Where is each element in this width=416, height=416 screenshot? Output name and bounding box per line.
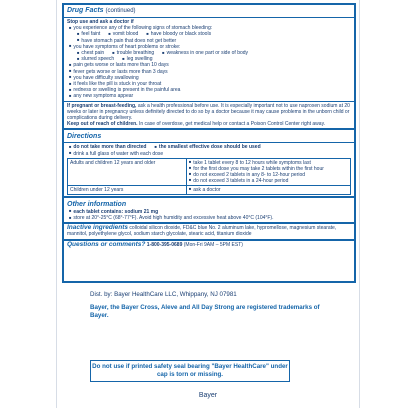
age-group-adults: Adults and children 12 years and older [68, 158, 187, 185]
brand-name: Bayer [198, 392, 218, 399]
distributor-line: Dist. by: Bayer HealthCare LLC, Whippany, NJ 07981 [90, 291, 237, 298]
trademark-notice: Bayer, the Bayer Cross, Aleve and All Day Strong are registered trademarks of Bayer. [90, 304, 320, 319]
table-row [68, 185, 351, 194]
children-dosage [186, 185, 350, 194]
heart-sign: ■ chest pain [77, 50, 104, 56]
drug-facts-continued: (continued) [105, 8, 136, 14]
pregnancy-heading: If pregnant or breast-feeding, [67, 102, 137, 109]
adult-dosage [186, 158, 350, 185]
stop-use-section [64, 19, 354, 100]
other-info-item: ■ store at 20°-25°C (68°-77°F). Avoid high humidity and excessive heat above 40°C (104°F). [67, 215, 351, 221]
pregnancy-warning [64, 103, 354, 122]
inactive-ingredients [64, 225, 354, 237]
stop-item: ■ redness or swelling is present in the painful area [67, 87, 351, 93]
divider [64, 101, 354, 102]
inactive-text: colloidal silicon dioxide, FD&C blue No. 2 aluminum lake, hypromellose, magnesium stearate, mannitol, polyethylene glycol, sodium starch glycolate, stearic acid, titanium dioxide [67, 225, 337, 238]
heart-sign: ■ trouble breathing [112, 50, 154, 56]
directions-section [64, 144, 354, 156]
stop-item: ■ it feels like the pill is stuck in your throat [67, 81, 351, 87]
stop-use-heading: Stop use and ask a doctor if [67, 19, 134, 25]
bleed-sign: ■ feel faint [77, 31, 100, 37]
dosage-item: ■ ask a doctor [189, 187, 348, 193]
heart-sign: ■ leg swelling [122, 56, 152, 62]
divider [64, 128, 354, 130]
table-row [68, 158, 351, 185]
divider [64, 17, 354, 18]
other-info-section [64, 209, 354, 221]
other-info-item: ■ each tablet contains: sodium 21 mg [67, 209, 351, 215]
age-group-children: Children under 12 years [68, 185, 187, 194]
heart-sign: ■ slurred speech [77, 56, 114, 62]
questions-section [64, 242, 354, 248]
stop-item: ■ fever gets worse or lasts more than 3 days [67, 69, 351, 75]
keep-out-text: In case of overdose, get medical help or contact a Poison Control Center right away. [137, 121, 326, 128]
stop-item: ■ pain gets worse or lasts more than 10 days [67, 62, 351, 68]
direction-item: ■ drink a full glass of water with each dose [67, 151, 351, 157]
direction-item: ■ the smallest effective dose should be used [155, 144, 261, 150]
bleed-sign: ■ vomit blood [108, 31, 138, 37]
safety-seal-warning: Do not use if printed safety seal bearing "Bayer HealthCare" under cap is torn or missing. [90, 360, 290, 382]
heart-sign: ■ weakness in one part or side of body [162, 50, 248, 56]
direction-item: ■ do not take more than directed [69, 144, 147, 150]
questions-phone: 1-800-395-0689 [145, 241, 183, 248]
divider [64, 142, 354, 143]
divider [64, 196, 354, 198]
bleed-sign: ■ have stomach pain that does not get better [67, 38, 351, 44]
drug-facts-header [64, 5, 354, 16]
dosage-item: ■ do not exceed 3 tablets in a 24-hour period [189, 178, 348, 184]
dosage-table [67, 158, 351, 195]
dosage-item: ■ do not exceed 2 tablets in any 8- to 12-hour period [189, 172, 348, 178]
stop-item: ■ you experience any of the following signs of stomach bleeding: [67, 25, 351, 31]
bleed-sign: ■ have bloody or black stools [146, 31, 211, 37]
dosage-item: ■ take 1 tablet every 8 to 12 hours while symptoms last [189, 160, 348, 166]
drug-facts-title: Drug Facts [67, 7, 104, 14]
dosage-item: ■ for the first dose you may take 2 tablets within the first hour [189, 166, 348, 172]
inactive-title: Inactive ingredients [67, 224, 129, 232]
questions-title: Questions or comments? [67, 240, 146, 248]
keep-out-warning [64, 121, 354, 127]
pregnancy-text: ask a health professional before use. It is especially important not to use naproxen sodium at 20 weeks or later in pregnancy unless definitely directed to do so by a doctor because it may cause problems in the unborn child or complications during delivery. [67, 102, 350, 122]
questions-hours: (Mon-Fri 9AM – 5PM EST) [182, 241, 243, 248]
keep-out-heading: Keep out of reach of children. [67, 121, 138, 128]
stop-item: ■ any new symptoms appear [67, 93, 351, 99]
stop-item: ■ you have difficulty swallowing [67, 75, 351, 81]
directions-title: Directions [67, 133, 102, 141]
stop-item: ■ you have symptoms of heart problems or stroke: [67, 44, 351, 50]
other-info-title: Other information [67, 200, 127, 208]
drug-facts-box [62, 3, 356, 283]
drug-label-panel [56, 0, 360, 408]
